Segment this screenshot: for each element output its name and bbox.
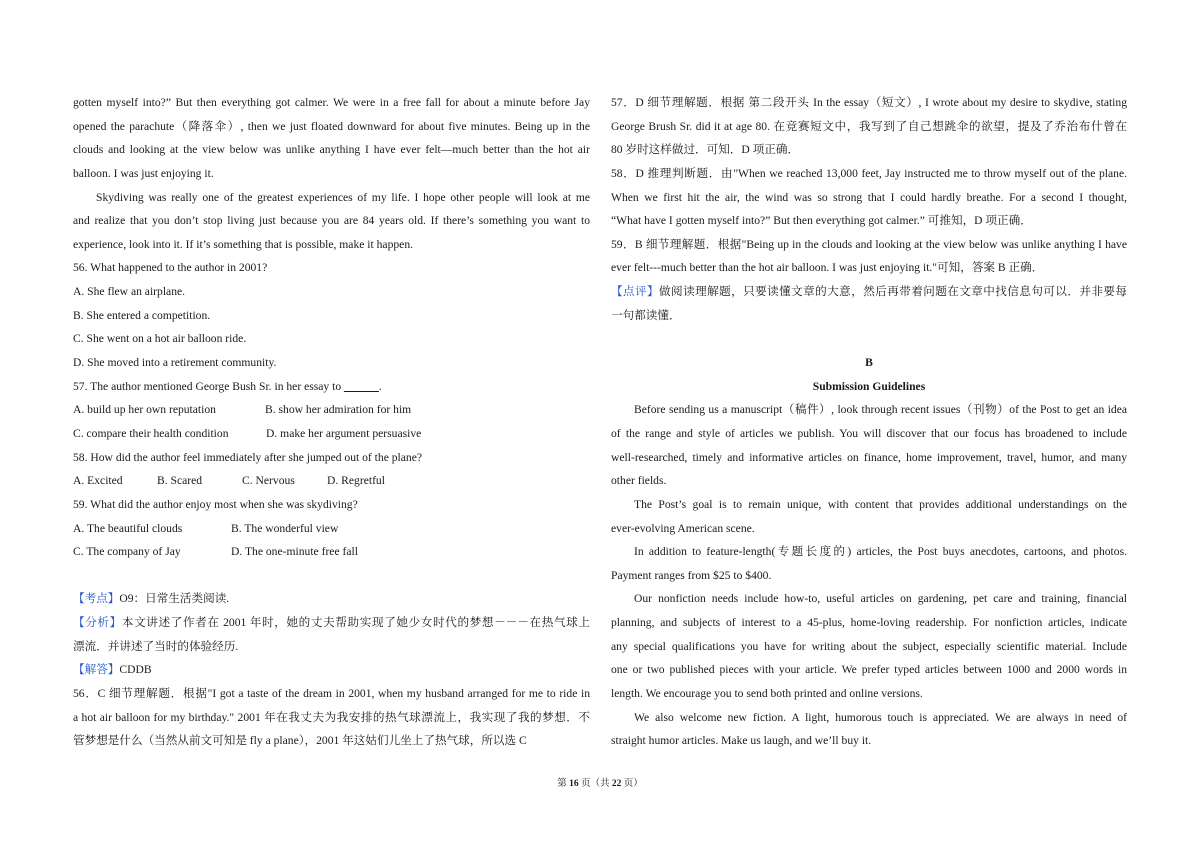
paragraph-5-line: straight humor articles. Make us laugh, and we’ll buy it. (611, 734, 872, 748)
kaodian-line (73, 587, 590, 611)
passage-line: gotten myself into?” But then everything got calmer. We were in a free fall for about a minute before Jay (73, 96, 590, 109)
q59-options-row-2 (73, 540, 590, 564)
fenxi-line (73, 611, 590, 635)
explanation-57-line: George Brush Sr. did it at age 80. 在竞赛短文中，我写到了自己想跳伞的欲望，提及了乔治布什曾在 (611, 119, 1127, 133)
footer-suffix: 页） (623, 779, 643, 789)
explanation-59-line: 59．B 细节理解题．根据"Being up in the clouds and looking at the view below was unlike anything I have (611, 237, 1127, 251)
section-title: Submission Guidelines (812, 379, 926, 393)
q59-option-a: A. The beautiful clouds (73, 521, 183, 535)
dianping-text: 做阅读理解题，只要读懂文章的大意，然后再带着问题在文章中找信息句可以．并非要每 (659, 285, 1127, 299)
passage-line: opened the parachute（降落伞）, then we just floated downward for about five minutes. Being up in the (73, 119, 590, 133)
q57-option-c: C. compare their health condition (73, 426, 229, 440)
q57-blank: ______ (344, 379, 379, 393)
q58-option-b: B. Scared (157, 474, 203, 488)
question-57-stem (73, 375, 590, 399)
q59-options-row-1 (73, 517, 590, 541)
dianping-line-2: 一句都读懂． (611, 308, 681, 322)
paragraph-4-line: Our nonfiction needs include how-to, useful articles on gardening, pet care and training, financial (634, 592, 1127, 606)
jieda-line (73, 658, 590, 682)
spacer (611, 327, 1127, 351)
q57-option-d: D. make her argument persuasive (266, 426, 422, 440)
q59-option-d: D. The one-minute free fall (231, 545, 358, 559)
q57-options-row-1 (73, 398, 590, 422)
explanation-58-line: 58．D 推理判断题．由"When we reached 13,000 feet, Jay instructed me to throw myself out of the plane. (611, 166, 1127, 180)
q56-option-d: D. She moved into a retirement community. (73, 356, 277, 370)
paragraph-3-line: In addition to feature-length(专题长度的) articles, the Post buys anecdotes, cartoons, and photos. (634, 545, 1127, 559)
dianping-line (611, 280, 1127, 304)
q57-stem-end: . (378, 379, 382, 393)
q58-option-d: D. Regretful (327, 474, 385, 488)
q59-option-c: C. The company of Jay (73, 545, 181, 559)
footer-page-number: 16 (569, 779, 579, 789)
fenxi-tag: 【分析】 (73, 616, 122, 630)
passage-line: and realize that you don’t stop living just because you are 84 years old. If there’s something you want to (73, 214, 590, 228)
explanation-56-line: 56．C 细节理解题．根据"I got a taste of the dream in 2001, when my husband arranged for me to ride in (73, 687, 590, 701)
q56-option-c: C. She went on a hot air balloon ride. (73, 332, 247, 346)
passage-line: Skydiving was really one of the greatest experiences of my life. I hope other people will look at me (96, 190, 590, 204)
passage-line: experience, look into it. If it’s something that is possible, make it happen. (73, 237, 414, 251)
explanation-58-line: When we first hit the air, the wind was so strong that I could hardly breathe. For a second I thought, (611, 190, 1127, 204)
jieda-text: CDDB (119, 663, 152, 677)
q58-option-c: C. Nervous (242, 474, 295, 488)
paragraph-4-line: length. We encourage you to send both printed and online versions. (611, 687, 923, 701)
question-58-stem: 58. How did the author feel immediately after she jumped out of the plane? (73, 450, 422, 464)
kaodian-text: O9：日常生活类阅读. (119, 592, 230, 606)
spacer (73, 564, 590, 588)
q57-options-row-2 (73, 422, 590, 446)
q56-option-b: B. She entered a competition. (73, 308, 211, 322)
q57-option-b: B. show her admiration for him (265, 403, 412, 417)
paragraph-3-line: Payment ranges from $25 to $400. (611, 568, 772, 582)
footer-prefix: 第 (557, 779, 567, 789)
q57-option-a: A. build up her own reputation (73, 403, 216, 417)
question-56-stem: 56. What happened to the author in 2001? (73, 261, 268, 275)
passage-line: clouds and looking at the view below was unlike anything I have ever felt—much better than the hot air (73, 143, 590, 157)
paragraph-1-line: well-researched, timely and informative articles on finance, home improvement, travel, humor, and many (611, 450, 1127, 464)
footer-total-pages: 22 (611, 779, 622, 789)
left-column (73, 91, 590, 753)
q58-option-a: A. Excited (73, 474, 123, 488)
paragraph-1-line: other fields. (611, 474, 667, 488)
dianping-tag: 【点评】 (611, 285, 660, 299)
fenxi-text: 本文讲述了作者在 2001 年时，她的丈夫帮助实现了她少女时代的梦想－－－在热气球上 (121, 616, 590, 630)
q58-options-row (73, 469, 590, 493)
passage-line: balloon. I was just enjoying it. (73, 166, 214, 180)
question-59-stem: 59. What did the author enjoy most when she was skydiving? (73, 497, 358, 511)
fenxi-line-2: 漂流．并讲述了当时的体验经历. (73, 639, 239, 653)
paragraph-4-line: one or two published pieces with your article. We prefer typed articles between 1000 and 2000 words in (611, 663, 1127, 677)
explanation-58-line: “What have I gotten myself into?” But then everything got calmer.” 可推知，D 项正确． (611, 214, 1032, 228)
q56-option-a: A. She flew an airplane. (73, 285, 186, 299)
right-column (611, 91, 1127, 753)
jieda-tag: 【解答】 (73, 663, 120, 677)
q57-stem-text: 57. The author mentioned George Bush Sr. in her essay to (73, 379, 342, 393)
paragraph-2-line: The Post’s goal is to remain unique, with content that provides additional understandings on the (634, 497, 1127, 511)
explanation-57-line: 57．D 细节理解题．根据 第二段开头 In the essay（短文）, I wrote about my desire to skydive, stating (611, 96, 1127, 109)
explanation-56-line: a hot air balloon for my birthday." 2001 年在我丈夫为我安排的热气球漂流上，我实现了我的梦想．不 (73, 710, 590, 724)
paragraph-1-line: Before sending us a manuscript（稿件）, look through recent issues（刊物）of the Post to get an idea (634, 403, 1127, 417)
explanation-57-line: 80 岁时这样做过．可知．D 项正确． (611, 143, 800, 157)
kaodian-tag: 【考点】 (73, 592, 120, 606)
section-letter: B (865, 356, 873, 370)
paragraph-1-line: of the range and style of articles we publish. You will discover that our focus has broadened to include (611, 426, 1127, 440)
paragraph-2-line: ever-evolving American scene. (611, 521, 755, 535)
q59-option-b: B. The wonderful view (231, 521, 339, 535)
paragraph-5-line: We also welcome new fiction. A light, humorous touch is appreciated. We are always in need of (634, 710, 1127, 724)
explanation-56-line: 管梦想是什么（当然从前文可知是 fly a plane），2001 年这姑们儿坐上了热气球，所以选 C (73, 734, 527, 748)
page-footer (0, 775, 1200, 789)
explanation-59-line: ever felt---much better than the hot air balloon. I was just enjoying it."可知，答案 B 正确． (611, 261, 1044, 275)
paragraph-4-line: any special qualifications you have for writing about the subject, especially scientific material. Include (611, 639, 1127, 653)
footer-mid: 页（共 (580, 779, 610, 789)
paragraph-4-line: planning, and subjects of interest to a 45-plus, home-loving readership. For nonfiction articles, indicate (611, 616, 1127, 630)
